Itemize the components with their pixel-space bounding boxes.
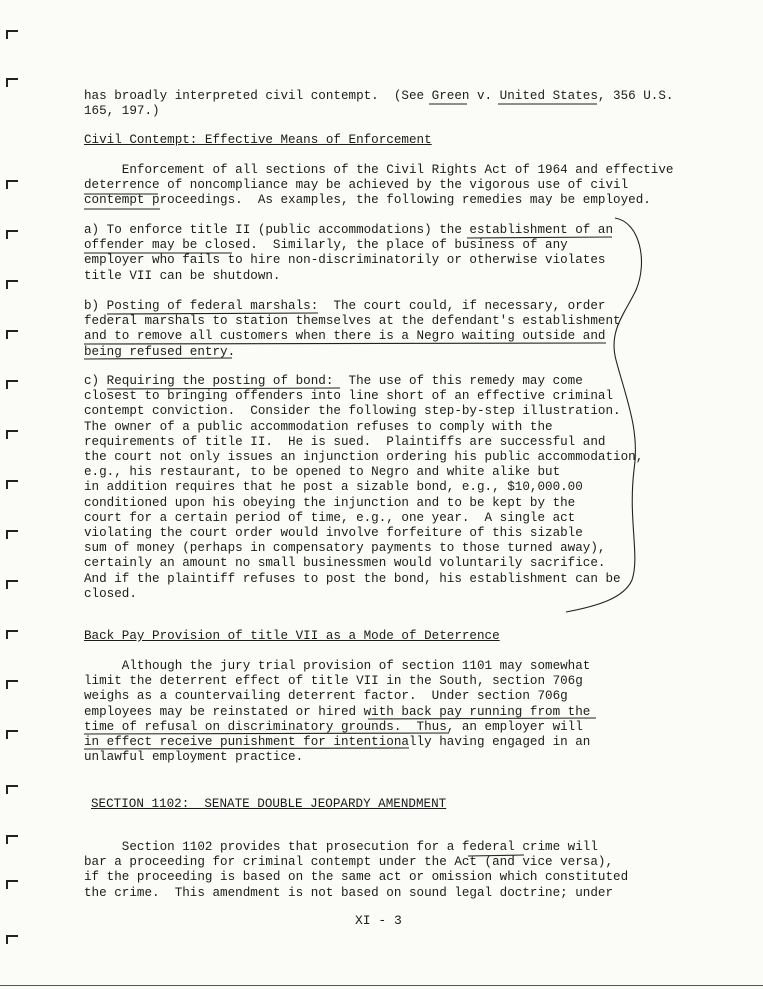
binder-hole-marks bbox=[0, 0, 30, 989]
remedy-c-line-13: certainly an amount no small businessmen would voluntarily sacrifice. bbox=[84, 556, 606, 571]
heading-civil-contempt: Civil Contempt: Effective Means of Enforcement bbox=[84, 133, 432, 147]
remedy-b-line-1: b) Posting of federal marshals: The court could, if necessary, order bbox=[84, 299, 606, 313]
remedy-a-line-1: a) To enforce title II (public accommodations) the establishment of an bbox=[84, 223, 614, 237]
remedy-c-line-12: sum of money (perhaps in compensatory payments to those turned away), bbox=[84, 541, 606, 556]
remedy-c-line-3: contempt conviction. Consider the following step-by-step illustration. bbox=[84, 404, 621, 419]
remedy-b-paragraph bbox=[84, 299, 678, 360]
back-pay-line-3: weighs as a countervailing deterrent factor. Under section 706g bbox=[84, 689, 568, 704]
remedy-c-line-9: conditioned upon his obeying the injunction and to be kept by the bbox=[84, 495, 576, 510]
remedy-c-paragraph bbox=[84, 374, 678, 602]
enforcement-paragraph bbox=[84, 163, 678, 209]
section-line-4: the crime. This amendment is not based on sound legal doctrine; under bbox=[84, 885, 614, 900]
section-line-3: if the proceeding is based on the same act or omission which constituted bbox=[84, 870, 629, 885]
remedy-c-line-11: violating the court order would involve forfeiture of this sizable bbox=[84, 526, 583, 541]
remedy-c-line-5: requirements of title II. He is sued. Plaintiffs are successful and bbox=[84, 434, 606, 449]
page-number: XI - 3 bbox=[355, 913, 402, 928]
back-pay-line-2: limit the deterrent effect of title VII in the South, section 706g bbox=[84, 674, 583, 689]
section-line-2: bar a proceeding for criminal contempt under the Act (and vice versa), bbox=[84, 855, 614, 870]
back-pay-line-1: Although the jury trial provision of section 1101 may somewhat bbox=[84, 659, 591, 673]
intro-line-1: has broadly interpreted civil contempt. (See Green v. United States, 356 U.S. bbox=[84, 89, 674, 103]
remedy-a-paragraph bbox=[84, 223, 678, 284]
remedy-c-line-4: The owner of a public accommodation refuses to comply with the bbox=[84, 419, 553, 434]
remedy-c-line-8: in addition requires that he post a sizable bond, e.g., $10,000.00 bbox=[84, 480, 583, 495]
bottom-edge-line bbox=[0, 985, 763, 986]
enforcement-line-2: deterrence of noncompliance may be achieved by the vigorous use of civil bbox=[84, 178, 629, 193]
back-pay-line-7: unlawful employment practice. bbox=[84, 750, 304, 765]
remedy-c-line-14: And if the plaintiff refuses to post the bond, his establishment can be bbox=[84, 571, 621, 586]
intro-paragraph bbox=[84, 89, 678, 119]
remedy-a-line-2: offender may be closed. Similarly, the place of business of any bbox=[84, 238, 568, 253]
remedy-c-line-1: c) Requiring the posting of bond: The use of this remedy may come bbox=[84, 374, 583, 388]
back-pay-line-5: time of refusal on discriminatory grounds. Thus, an employer will bbox=[84, 719, 583, 734]
remedy-c-line-6: the court not only issues an injunction ordering his public accommodation, bbox=[84, 450, 644, 465]
intro-line-2: 165, 197.) bbox=[84, 104, 160, 119]
heading-back-pay: Back Pay Provision of title VII as a Mode of Deterrence bbox=[84, 629, 500, 643]
back-pay-line-4: employees may be reinstated or hired with back pay running from the bbox=[84, 704, 591, 719]
remedy-b-line-2: federal marshals to station themselves at the defendant's establishment bbox=[84, 314, 621, 329]
remedy-b-line-3: and to remove all customers when there is a Negro waiting outside and bbox=[84, 329, 606, 344]
back-pay-line-6: in effect receive punishment for intentionally having engaged in an bbox=[84, 735, 591, 750]
remedy-c-line-10: court for a certain period of time, e.g., one year. A single act bbox=[84, 510, 576, 525]
remedy-a-line-4: title VII can be shutdown. bbox=[84, 268, 281, 283]
section-line-1: Section 1102 provides that prosecution for a federal crime will bbox=[84, 840, 598, 854]
remedy-b-line-4: being refused entry. bbox=[84, 344, 236, 359]
enforcement-line-3: contempt proceedings. As examples, the following remedies may be employed. bbox=[84, 193, 651, 208]
back-pay-paragraph bbox=[84, 659, 678, 765]
remedy-c-line-7: e.g., his restaurant, to be opened to Negro and white alike but bbox=[84, 465, 561, 480]
remedy-c-line-15: closed. bbox=[84, 586, 137, 601]
enforcement-line-1: Enforcement of all sections of the Civil Rights Act of 1964 and effective bbox=[84, 163, 674, 177]
remedy-a-line-3: employer who fails to hire non-discriminatorily or otherwise violates bbox=[84, 253, 606, 268]
remedy-c-line-2: closest to bringing offenders into line short of an effective criminal bbox=[84, 389, 614, 404]
heading-section-1102: SECTION 1102: SENATE DOUBLE JEOPARDY AMENDMENT bbox=[91, 797, 447, 811]
section-1102-paragraph bbox=[84, 840, 678, 901]
